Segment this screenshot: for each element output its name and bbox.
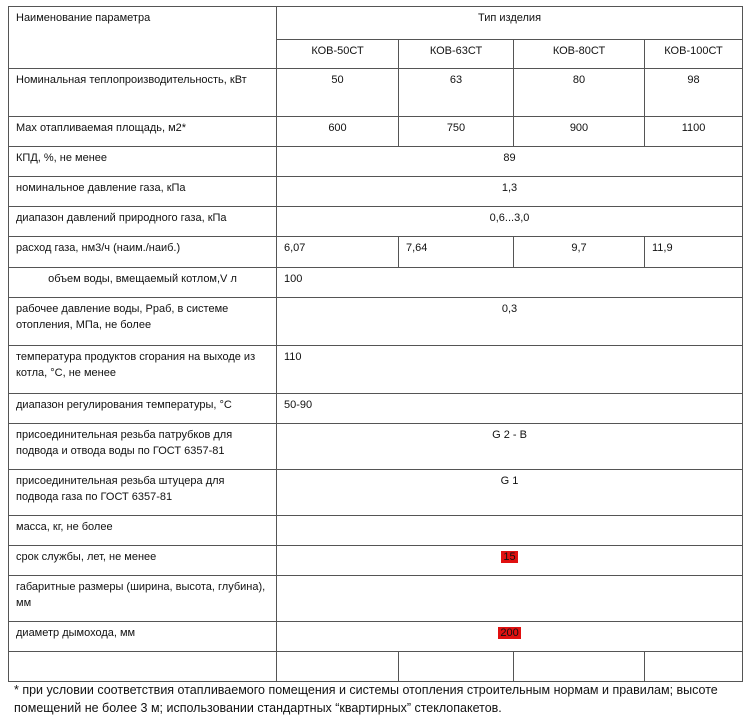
table-row bbox=[9, 177, 743, 207]
row-label: Номинальная теплопроизводительность, кВт bbox=[9, 69, 277, 117]
row-label: диапазон давлений природного газа, кПа bbox=[9, 207, 277, 237]
row-label: габаритные размеры (ширина, высота, глубина), мм bbox=[9, 576, 277, 622]
table-row bbox=[9, 394, 743, 424]
table-row bbox=[9, 147, 743, 177]
row-label: КПД, %, не менее bbox=[9, 147, 277, 177]
value-cell: 750 bbox=[399, 117, 514, 147]
table-row bbox=[9, 622, 743, 652]
row-label: объем воды, вмещаемый котлом,V л bbox=[9, 268, 277, 298]
value-cell: 600 bbox=[277, 117, 399, 147]
value-cell: 6,07 bbox=[277, 237, 399, 268]
spec-table bbox=[8, 6, 743, 682]
value-cell bbox=[277, 622, 743, 652]
value-cell: 1,3 bbox=[277, 177, 743, 207]
row-label: диапазон регулирования температуры, °С bbox=[9, 394, 277, 424]
value-cell: 110 bbox=[277, 346, 743, 394]
table-row bbox=[9, 576, 743, 622]
value-cell: 9,7 bbox=[514, 237, 645, 268]
value-cell bbox=[277, 546, 743, 576]
value-cell bbox=[277, 576, 743, 622]
value-cell: G 1 bbox=[277, 470, 743, 516]
param-header: Наименование параметра bbox=[9, 7, 277, 69]
empty-cell bbox=[277, 652, 399, 682]
row-label: рабочее давление воды, Рраб, в системе отопления, МПа, не более bbox=[9, 298, 277, 346]
row-label: диаметр дымохода, мм bbox=[9, 622, 277, 652]
empty-cell bbox=[514, 652, 645, 682]
row-label: масса, кг, не более bbox=[9, 516, 277, 546]
row-label: срок службы, лет, не менее bbox=[9, 546, 277, 576]
table-row bbox=[9, 424, 743, 470]
table-row bbox=[9, 237, 743, 268]
value-cell: 7,64 bbox=[399, 237, 514, 268]
empty-cell bbox=[399, 652, 514, 682]
row-label: номинальное давление газа, кПа bbox=[9, 177, 277, 207]
table-row bbox=[9, 546, 743, 576]
value-cell bbox=[277, 516, 743, 546]
header-row bbox=[9, 7, 743, 40]
row-label: Мах отапливаемая площадь, м2* bbox=[9, 117, 277, 147]
table-row bbox=[9, 516, 743, 546]
value-cell: 80 bbox=[514, 69, 645, 117]
model-cell: КОВ-50СТ bbox=[277, 40, 399, 69]
value-cell: 89 bbox=[277, 147, 743, 177]
value-cell: 63 bbox=[399, 69, 514, 117]
value-cell: 900 bbox=[514, 117, 645, 147]
value-cell: 0,3 bbox=[277, 298, 743, 346]
model-cell: КОВ-80СТ bbox=[514, 40, 645, 69]
value-cell: G 2 - B bbox=[277, 424, 743, 470]
value-cell: 98 bbox=[645, 69, 743, 117]
highlighted-value: 200 bbox=[500, 627, 519, 639]
value-cell: 11,9 bbox=[645, 237, 743, 268]
type-header: Тип изделия bbox=[277, 7, 743, 40]
row-label: присоединительная резьба штуцера для подвода газа по ГОСТ 6357-81 bbox=[9, 470, 277, 516]
table-row bbox=[9, 346, 743, 394]
model-cell: КОВ-100СТ bbox=[645, 40, 743, 69]
footnote: * при условии соответствия отапливаемого помещения и системы отопления строительным нормам и правилам; высоте помещений не более 3 м; использовании стандартных “квартирных” стеклопакетов. bbox=[14, 683, 718, 715]
row-label: расход газа, нм3/ч (наим./наиб.) bbox=[9, 237, 277, 268]
value-cell: 0,6...3,0 bbox=[277, 207, 743, 237]
row-label: температура продуктов сгорания на выходе из котла, °С, не менее bbox=[9, 346, 277, 394]
table-row bbox=[9, 117, 743, 147]
empty-row bbox=[9, 652, 743, 682]
table-row bbox=[9, 470, 743, 516]
table-row bbox=[9, 268, 743, 298]
value-cell: 1100 bbox=[645, 117, 743, 147]
table-row bbox=[9, 298, 743, 346]
empty-cell bbox=[645, 652, 743, 682]
value-cell: 50-90 bbox=[277, 394, 743, 424]
table-row bbox=[9, 69, 743, 117]
value-cell: 50 bbox=[277, 69, 399, 117]
row-label: присоединительная резьба патрубков для подвода и отвода воды по ГОСТ 6357-81 bbox=[9, 424, 277, 470]
value-cell: 100 bbox=[277, 268, 743, 298]
empty-cell bbox=[9, 652, 277, 682]
model-cell: КОВ-63СТ bbox=[399, 40, 514, 69]
table-row bbox=[9, 207, 743, 237]
highlighted-value: 15 bbox=[503, 551, 516, 563]
